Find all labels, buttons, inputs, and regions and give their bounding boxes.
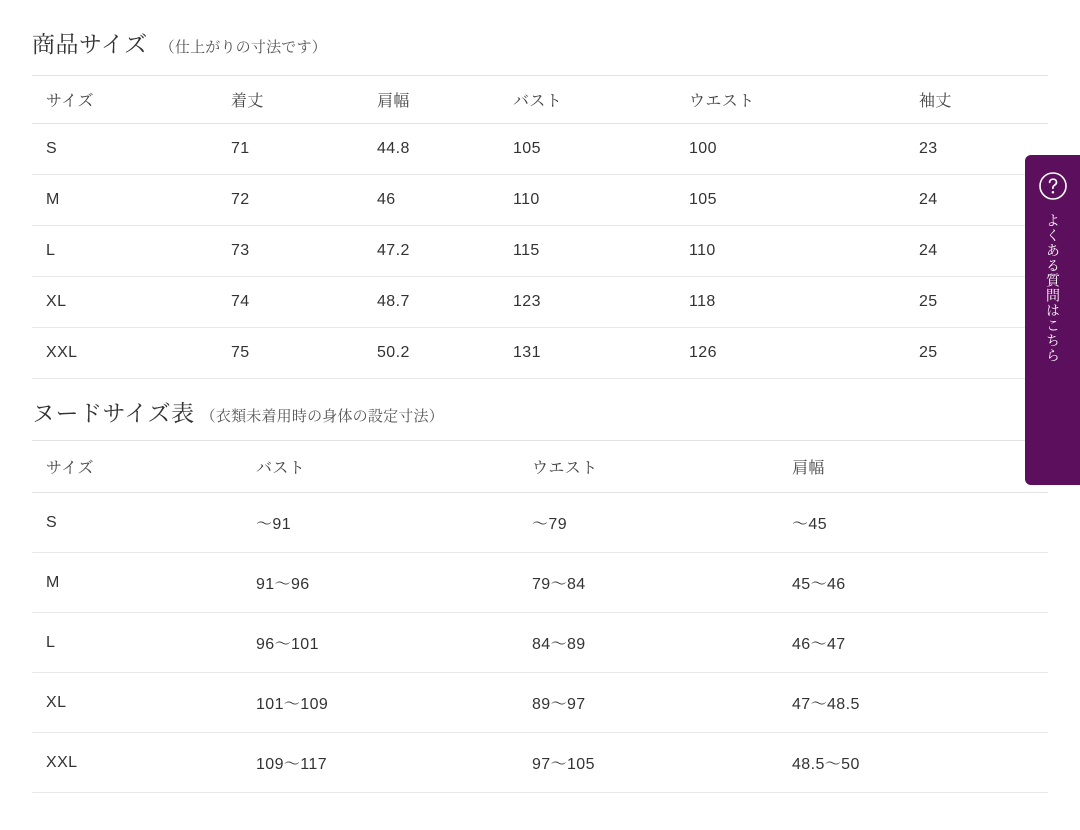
cell-length: 73 [217,226,363,277]
cell-bust: 101〜109 [242,673,518,733]
cell-bust: 131 [499,328,675,379]
cell-bust: 115 [499,226,675,277]
table-header-row [32,76,1048,124]
cell-size: L [32,613,242,673]
cell-shoulder: 45〜46 [778,553,1048,613]
column-header-length: 着丈 [217,76,363,124]
cell-size: S [32,493,242,553]
column-header-sleeve: 袖丈 [905,76,1048,124]
column-header-bust: バスト [499,76,675,124]
cell-size: L [32,226,217,277]
cell-sleeve: 25 [905,277,1048,328]
cell-waist: 84〜89 [518,613,778,673]
cell-bust: 109〜117 [242,733,518,793]
column-header-shoulder: 肩幅 [778,441,1048,493]
cell-size: XL [32,673,242,733]
column-header-shoulder: 肩幅 [363,76,499,124]
cell-waist: 79〜84 [518,553,778,613]
table-row [32,226,1048,277]
table-row [32,733,1048,793]
cell-size: XXL [32,733,242,793]
cell-shoulder: 50.2 [363,328,499,379]
cell-waist: 126 [675,328,905,379]
cell-sleeve: 25 [905,328,1048,379]
cell-size: XL [32,277,217,328]
cell-bust: 105 [499,124,675,175]
nude-size-heading [32,395,1048,428]
cell-waist: 〜79 [518,493,778,553]
cell-waist: 118 [675,277,905,328]
cell-length: 74 [217,277,363,328]
cell-sleeve: 24 [905,226,1048,277]
cell-shoulder: 46〜47 [778,613,1048,673]
cell-length: 72 [217,175,363,226]
table-row [32,175,1048,226]
cell-shoulder: 47〜48.5 [778,673,1048,733]
column-header-waist: ウエスト [675,76,905,124]
product-size-table [32,75,1048,379]
cell-waist: 105 [675,175,905,226]
cell-waist: 89〜97 [518,673,778,733]
cell-sleeve: 24 [905,175,1048,226]
cell-shoulder: 48.7 [363,277,499,328]
cell-size: M [32,553,242,613]
cell-shoulder: 〜45 [778,493,1048,553]
table-row [32,277,1048,328]
cell-shoulder: 44.8 [363,124,499,175]
cell-waist: 97〜105 [518,733,778,793]
product-size-note: （仕上がりの寸法です） [159,39,327,56]
column-header-size: サイズ [32,76,217,124]
cell-shoulder: 48.5〜50 [778,733,1048,793]
cell-shoulder: 47.2 [363,226,499,277]
nude-size-note: （衣類未着用時の身体の設定寸法） [200,408,444,425]
cell-bust: 91〜96 [242,553,518,613]
table-row [32,493,1048,553]
cell-waist: 100 [675,124,905,175]
question-mark-circle-icon [1038,171,1068,201]
column-header-bust: バスト [242,441,518,493]
cell-sleeve: 23 [905,124,1048,175]
cell-shoulder: 46 [363,175,499,226]
cell-bust: 110 [499,175,675,226]
product-size-title: 商品サイズ [32,31,148,57]
nude-size-table [32,440,1048,793]
cell-bust: 〜91 [242,493,518,553]
table-row [32,124,1048,175]
cell-size: XXL [32,328,217,379]
faq-tab-label: よくある質問はこちら [1045,213,1061,363]
product-size-heading [32,26,1048,59]
cell-length: 75 [217,328,363,379]
cell-size: M [32,175,217,226]
cell-bust: 96〜101 [242,613,518,673]
faq-side-tab[interactable] [1025,155,1080,485]
cell-bust: 123 [499,277,675,328]
column-header-size: サイズ [32,441,242,493]
cell-waist: 110 [675,226,905,277]
table-header-row [32,441,1048,493]
table-row [32,673,1048,733]
cell-size: S [32,124,217,175]
column-header-waist: ウエスト [518,441,778,493]
table-row [32,553,1048,613]
table-row [32,328,1048,379]
cell-length: 71 [217,124,363,175]
table-row [32,613,1048,673]
nude-size-title: ヌードサイズ表 [32,400,195,426]
